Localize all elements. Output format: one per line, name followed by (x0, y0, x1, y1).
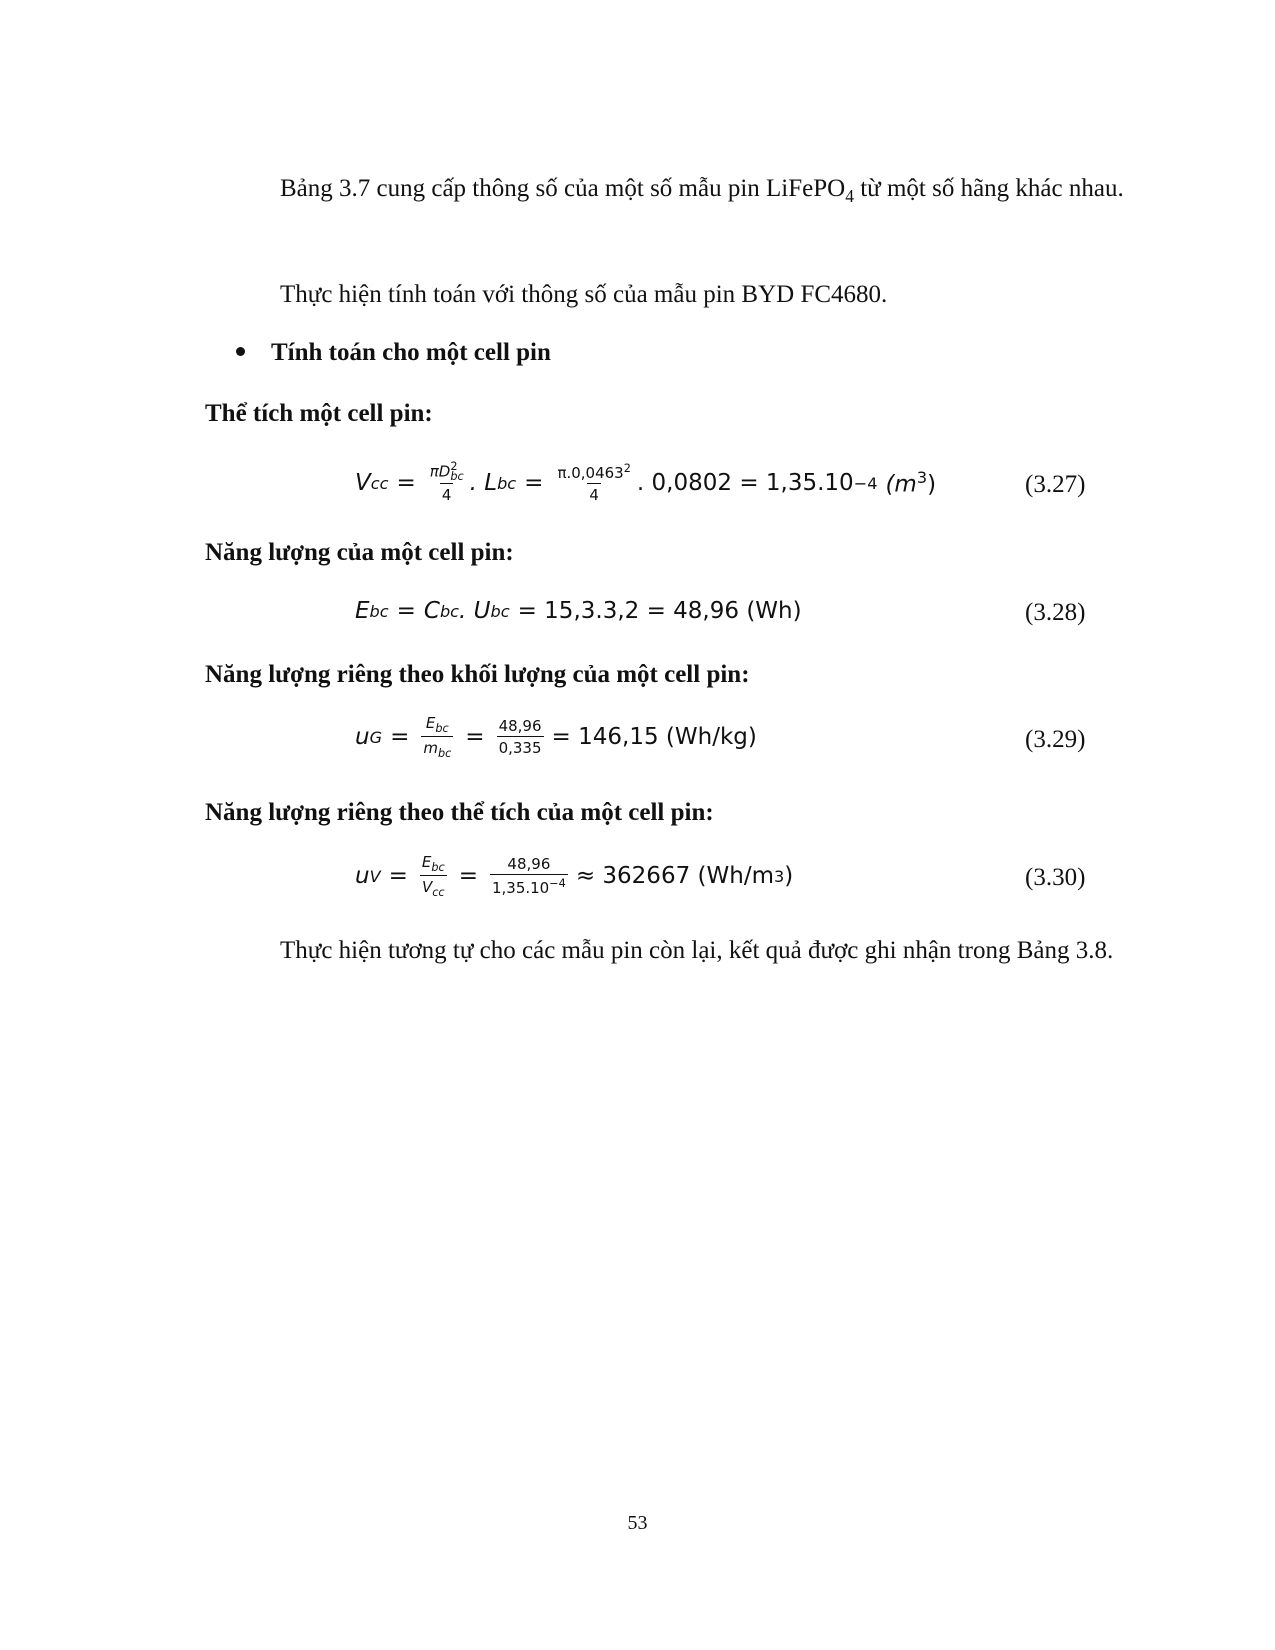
fraction (428, 462, 466, 504)
page-number: 53 (627, 1512, 648, 1534)
equation-number-3-28: (3.28) (1025, 599, 1086, 626)
eq-equals: = (524, 470, 544, 497)
equation-3-28 (355, 598, 802, 624)
frac-num: 48,96 (507, 855, 551, 873)
frac-den: 4 (440, 483, 454, 504)
eq-sub: bc (369, 601, 389, 621)
frac-sup: 2 (623, 462, 631, 476)
frac-den: 0,335 (497, 736, 544, 757)
eq-unit-end: ) (927, 471, 937, 498)
frac-sub: bc (450, 470, 464, 484)
eq-equals: = (396, 598, 416, 624)
eq-lhs: V (355, 470, 371, 497)
eq-rest: = 15,3.3,2 = 48,96 (Wh) (517, 598, 802, 624)
equation-number-3-29: (3.29) (1025, 726, 1086, 753)
eq-mid: . L (469, 470, 498, 497)
frac-sub: bc (437, 747, 452, 760)
fraction (421, 714, 453, 760)
frac-den: m (423, 739, 438, 757)
calc-model-paragraph: Thực hiện tính toán với thông số của mẫu pin BYD FC4680. (280, 281, 888, 308)
equation-3-29 (355, 714, 757, 760)
eq-rest: . 0,0802 = 1,35.10 (636, 470, 854, 497)
frac-sup: 2 (450, 460, 458, 473)
bullet-text: Tính toán cho một cell pin (271, 339, 551, 366)
eq-sub: bc (497, 473, 517, 493)
eq-sub: bc (490, 601, 510, 621)
intro-text: Bảng 3.7 cung cấp thông số của một số mẫu pin LiFePO (280, 175, 846, 202)
frac-num: E (421, 853, 432, 871)
eq-unit: (m (885, 471, 917, 498)
frac-den: 1,35.10 (491, 879, 550, 897)
eq-c: C (423, 598, 440, 624)
equation-3-27 (355, 462, 936, 504)
eq-equals: = (465, 724, 485, 750)
eq-equals: = (388, 863, 408, 889)
equation-3-30 (355, 853, 793, 899)
frac-sup: −4 (549, 877, 566, 890)
heading-energy: Năng lượng của một cell pin: (205, 539, 514, 566)
eq-sub: G (369, 727, 383, 747)
eq-sub: V (369, 866, 381, 886)
frac-num: π.0,0463 (557, 464, 624, 483)
frac-num: E (425, 714, 436, 732)
intro-text-end: từ một số hãng khác nhau. (853, 175, 1124, 202)
eq-lhs: u (355, 724, 370, 750)
chem-subscript: 4 (845, 186, 854, 206)
frac-sub: bc (431, 861, 445, 874)
frac-num: πD (429, 462, 451, 481)
heading-specific-mass: Năng lượng riêng theo khối lượng của một cell pin: (205, 661, 750, 688)
eq-equals: = (396, 470, 416, 497)
heading-volume: Thể tích một cell pin: (205, 400, 433, 427)
frac-den: 4 (587, 483, 601, 504)
eq-lhs: u (355, 863, 370, 889)
eq-equals: = (458, 863, 478, 889)
frac-sub: bc (435, 722, 449, 735)
heading-specific-volume: Năng lượng riêng theo thể tích của một cell pin: (205, 799, 714, 826)
equation-number-3-27: (3.27) (1025, 471, 1086, 498)
intro-paragraph (205, 158, 1150, 227)
frac-sub: cc (432, 886, 445, 899)
bullet-item (236, 333, 551, 373)
eq-equals: = (390, 724, 410, 750)
fraction (555, 462, 632, 504)
eq-sub: bc (439, 601, 460, 621)
eq-rest: = 146,15 (Wh/kg) (551, 724, 757, 750)
eq-lhs: E (355, 598, 370, 624)
eq-sup: 3 (773, 866, 785, 886)
equation-number-3-30: (3.30) (1025, 864, 1086, 891)
eq-rest: ≈ 362667 (Wh/m (575, 863, 774, 889)
fraction (420, 853, 447, 899)
eq-u: . U (459, 598, 491, 624)
frac-den: V (421, 878, 433, 896)
conclusion-paragraph: Thực hiện tương tự cho các mẫu pin còn lại, kết quả được ghi nhận trong Bảng 3.8. (280, 937, 1114, 964)
fraction (490, 855, 568, 897)
eq-rest-end: ) (784, 863, 794, 889)
eq-sub: cc (370, 473, 389, 493)
eq-sup: −4 (853, 473, 878, 493)
bullet-dot-icon (236, 347, 245, 356)
frac-num: 48,96 (498, 717, 542, 735)
eq-sup: 3 (916, 468, 928, 488)
fraction (497, 717, 544, 757)
